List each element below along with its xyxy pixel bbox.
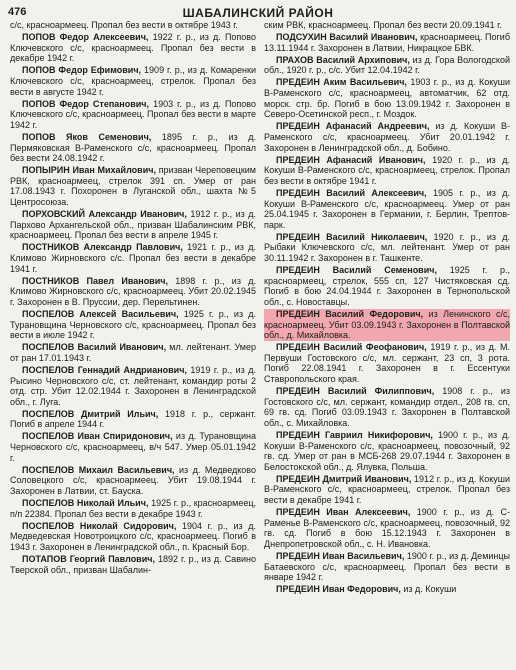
entry-text: с/с, красноармеец. Пропал без вести в октябре 1943 г. bbox=[10, 20, 238, 30]
entry bbox=[10, 554, 256, 575]
entry-text: из д. Кокуши В-Раменского с/с, красноармеец. Убит 20.01.1942 г. Захоронен в Ленинградской обл., д. Бобино. bbox=[264, 121, 510, 153]
entry bbox=[10, 521, 256, 553]
entry bbox=[10, 342, 256, 363]
entry-name: ПОСПЕЛОВ Николай Сидорович, bbox=[22, 520, 177, 531]
entry-text: 1895 г. р., из д. Пермяковская В-Раменского с/с, красноармеец. Пропал без вести 24.08.1942 г. bbox=[10, 131, 256, 164]
entry bbox=[264, 155, 510, 187]
entry-text: призван Череповецким РВК, красноармеец, стрелок 391 сп. Умер от ран 17.08.1943 г. Похоронен в Луганской обл., шахта №5 Центросоюза. bbox=[10, 165, 256, 207]
entry-name: ПОСПЕЛОВ Василий Иванович, bbox=[22, 342, 167, 353]
entry bbox=[10, 365, 256, 407]
right-column bbox=[264, 20, 510, 596]
entry-name: ПРЕДЕИН Василий Алексеевич, bbox=[276, 187, 427, 198]
entry-text: 1903 г. р., из д. Кокуши В-Раменского с/с, красноармеец, автоматчик, 62 отд. морск. стр. бр. Погиб в бою 13.09.1942 г. Захоронен в Северо-Осетинской респ., г. Моздок. bbox=[264, 77, 510, 120]
entry bbox=[10, 132, 256, 164]
entry-name: ПОПОВ Яков Семенович, bbox=[22, 131, 152, 142]
entry-name: ПОПОВ Федор Степанович, bbox=[22, 98, 150, 109]
entry-text: 1925 г. р., из д. Турановщина Черновского с/с, красноармеец. Пропал без вести в июле 1942 г. bbox=[10, 308, 256, 341]
entry-name: ПОСТНИКОВ Александр Павлович, bbox=[22, 242, 183, 253]
entry bbox=[10, 99, 256, 131]
entry-name: ПОСПЕЛОВ Иван Спиридонович, bbox=[22, 431, 173, 442]
entry-name: ПОДСУХИН Василий Иванович, bbox=[276, 32, 418, 43]
entry bbox=[10, 276, 256, 308]
entry bbox=[264, 474, 510, 506]
left-column bbox=[10, 20, 256, 577]
entry-text: 1918 г. р., сержант. Погиб в апреле 1944 г. bbox=[10, 408, 256, 430]
entry-name: ПРЕДЕИН Афанасий Андреевич, bbox=[276, 121, 430, 132]
entry-name: ПРЕДЕИН Дмитрий Иванович, bbox=[276, 473, 412, 484]
entry-text: мл. лейтенант. Умер от ран 17.01.1943 г. bbox=[10, 342, 256, 363]
entry bbox=[264, 121, 510, 153]
entry-name: ПОСПЕЛОВ Дмитрий Ильич, bbox=[22, 408, 159, 419]
entry bbox=[10, 209, 256, 241]
entry-name: ПРЕДЕИН Афанасий Иванович, bbox=[276, 154, 426, 165]
entry bbox=[10, 431, 256, 463]
entry-name: ПОТАПОВ Георгий Павлович, bbox=[22, 554, 155, 564]
entry-text: 1898 г. р., из д. Климово Жирновского с/с, красноармеец. Убит 20.02.1945 г. Захоронен в В. Пруссии, дер. Перельтинен. bbox=[10, 275, 256, 307]
entry-text: 1921 г. р., из д. Климово Жирновского с/с. Пропал без вести в декабре 1941 г. bbox=[10, 242, 256, 274]
entry-text: 1920 г. р., из д. Рыбаки Ключевского с/с, мл. лейтенант. Умер от ран 30.11.1942 г. Захоронен в г. Ташкенте. bbox=[264, 231, 510, 263]
entry-text: 1912 г. р., из д. Пархово Архангельской обл., призван Шабалинским РВК, красноармеец. Пропал без вести в апреле 1945 г. bbox=[10, 209, 256, 241]
entry bbox=[10, 65, 256, 97]
entry bbox=[10, 165, 256, 207]
entry-name: ПРЕДЕИН Аким Васильевич, bbox=[276, 77, 407, 88]
entry bbox=[264, 188, 510, 230]
entry-name: ПОПОВ Федор Ефимович, bbox=[22, 65, 142, 76]
entry-text: из д. Турановщина Черновского с/с, красноармеец, в/ч 547. Умер 05.01.1942 г. bbox=[10, 431, 256, 463]
entry-name: ПОСПЕЛОВ Михаил Васильевич, bbox=[22, 464, 175, 475]
entry-text: 1900 г. р., из д. Кокуши В-Раменского с/с, красноармеец, повозочный, 92 гв. сд. Умер от ран в МСБ-268 29.07.1944 г. Захоронен в Белостокской обл., д. Ялувка, Польша. bbox=[264, 429, 510, 472]
entry bbox=[264, 55, 510, 76]
entry-text: 1892 г. р., из д. Савино Тверской обл., призван Шабалин- bbox=[10, 554, 256, 575]
entry-name: ПОПОВ Федор Алексеевич, bbox=[22, 32, 149, 43]
page-number: 476 bbox=[8, 6, 27, 18]
entry bbox=[10, 309, 256, 341]
entry-name: ПРЕДЕИН Василий Филиппович, bbox=[276, 386, 435, 397]
entry-text: 1905 г. р., из д. Кокуши В-Раменского с/с, красноармеец. Умер от ран 25.04.1945 г. Захоронен в Германии, г. Берлин, Трептов-парк. bbox=[264, 187, 510, 230]
entry-text: 1922 г. р., из д. Попово Ключевского с/с, красноармеец. Пропал без вести в декабре 1942 г. bbox=[10, 32, 256, 64]
entry-name: ПРЕДЕИН Василий Семенович, bbox=[276, 265, 437, 276]
entry bbox=[264, 77, 510, 119]
entry bbox=[264, 342, 510, 384]
entry bbox=[264, 551, 510, 583]
entry-text: 1909 г. р., из д. Комаренки Ключевского с/с, красноармеец, стрелок. Пропал без вести в августе 1942 г. bbox=[10, 65, 256, 97]
entry-text: 1912 г. р., из д. Кокуши В-Раменского с/с, красноармеец, стрелок. Пропал без вести в декабре 1941 г. bbox=[264, 473, 511, 506]
entry bbox=[10, 465, 256, 497]
entry-name: ПРЕДЕИН Иван Алексеевич, bbox=[276, 507, 411, 518]
entry bbox=[10, 242, 256, 274]
entry-text: из д. Гора Вологодской обл., 1920 г. р., с/с. Убит 12.04.1942 г. bbox=[264, 54, 510, 76]
entry bbox=[264, 507, 510, 549]
entry-text: 1920 г. р., из д. Кокуши В-Раменского с/с, красноармеец, стрелок. Пропал без вести в октябре 1941 г. bbox=[264, 154, 510, 186]
entry-name: ПРАХОВ Василий Архипович, bbox=[276, 54, 410, 65]
entry-name: ПОСПЕЛОВ Геннадий Андрианович, bbox=[22, 364, 187, 375]
entry bbox=[264, 20, 510, 31]
entry-name: ПРЕДЕИН Василий Николаевич, bbox=[276, 231, 428, 242]
entry-text: красноармеец. Погиб 13.11.1944 г. Захоронен в Латвии, Никрацкое БВК. bbox=[264, 32, 510, 53]
entry bbox=[10, 409, 256, 430]
entry-name: ПОСТНИКОВ Павел Иванович, bbox=[22, 275, 168, 286]
entry-name: ПРЕДЕИН Иван Васильевич, bbox=[276, 551, 405, 561]
entry bbox=[264, 386, 510, 428]
entry-text: 1925 г. р., красноармеец, п/п 22384. Пропал без вести в декабре 1943 г. bbox=[10, 498, 256, 519]
entry-text: 1908 г. р., из Гостовского с/с, мл. сержант, командир отдел., 208 гв. сп, 69 гв. сд. Погиб 03.09.1943 г. Захоронен в Полтавской обл., с. Михайловка. bbox=[264, 386, 510, 428]
entry-text: 1919 г. р., из д. М. Первуши Гостовского с/с, мл. сержант, 23 сп, 3 рота. Погиб 22.08.1941 г. Захоронен в г. Ессентуки Ставропольского края. bbox=[264, 342, 510, 384]
entry-text: 1925 г. р., красноармеец, стрелок, 555 сп, 127 Чистяковская сд. Погиб в бою 24.04.1944 г. Захоронен в Тернопольской обл., с. Новоставцы. bbox=[264, 265, 510, 307]
entry-text: 1903 г. р., из д. Попово Ключевского с/с, красноармеец. Пропал без вести в марте 1942 г. bbox=[10, 98, 256, 130]
entry-name: ПРЕДЕИН Гавриил Никифорович, bbox=[276, 429, 433, 440]
entry bbox=[10, 32, 256, 64]
entry-text: 1904 г. р., из д. Медведевская Новотроицкого с/с, красноармеец. Погиб в 1943 г. Захоронен в Ленинградской обл., п. Красный Бор. bbox=[10, 520, 256, 552]
entry-name: ПОРХОВСКИЙ Александр Иванович, bbox=[22, 209, 187, 220]
highlighted-entry bbox=[264, 309, 510, 341]
entry bbox=[10, 20, 256, 31]
entry-name: ПРЕДЕИН Василий Федорович, bbox=[276, 308, 424, 319]
entry-text: из Ленинского с/с, красноармеец. Убит 03.09.1943 г. Захоронен в Полтавской обл., д. Михайловка. bbox=[264, 308, 510, 341]
entry-text: 1900 г. р., из д. С-Раменье В-Раменского с/с, красноармеец, повозочный, 92 гв. сд. Погиб в бою 15.12.1943 г. Захоронен в Днепропетровской обл., с. Н. Ивановка. bbox=[264, 507, 510, 549]
entry bbox=[264, 232, 510, 264]
running-title: ШАБАЛИНСКИЙ РАЙОН bbox=[182, 6, 334, 20]
entry bbox=[264, 430, 510, 472]
entry-name: ПОСПЕЛОВ Алексей Васильевич, bbox=[22, 308, 179, 319]
entry-text: 1900 г. р., из д. Деминцы Батаевского с/с, красноармеец. Пропал без вести в январе 1942 г. bbox=[264, 551, 510, 583]
entry bbox=[10, 498, 256, 519]
entry-name: ПОСПЕЛОВ Николай Ильич, bbox=[22, 498, 149, 509]
entry-name: ПРЕДЕИН Василий Феофанович, bbox=[276, 342, 427, 353]
entry-text: 1919 г. р., из д. Рысино Черновского с/с, ст. лейтенант, командир роты 2 отд. стр. Убит 12.02.1944 г. Захоронен в Ленинградской обл., г. Луга. bbox=[10, 364, 256, 407]
entry-name: ПРЕДЕИН Иван Федорович, bbox=[276, 584, 401, 595]
entry bbox=[264, 32, 510, 53]
entry bbox=[264, 265, 510, 307]
entry-text: из д. Медведково Соловецкого с/с, красноармеец. Убит 19.08.1944 г. Захоронен в Латвии, ст. Бауска. bbox=[10, 464, 256, 496]
entry bbox=[264, 584, 510, 595]
entry-text: из д. Кокуши bbox=[403, 584, 457, 595]
entry-text: ским РВК, красноармеец. Пропал без вести 20.09.1941 г. bbox=[264, 20, 502, 30]
entry-name: ПОПЫРИН Иван Михайлович, bbox=[22, 165, 156, 176]
